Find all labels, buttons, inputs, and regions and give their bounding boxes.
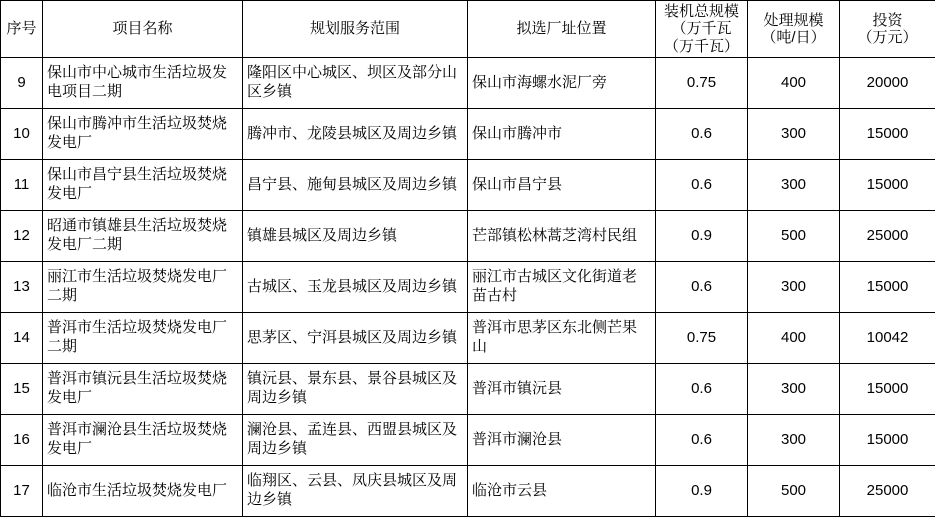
cell-project-name: 普洱市镇沅县生活垃圾焚烧发电厂 (43, 364, 243, 415)
cell-site-location: 芒部镇松林蒿芝湾村民组 (468, 211, 656, 262)
capacity-header-line1: 装机总规模 (663, 3, 739, 21)
cell-capacity: 0.6 (656, 364, 748, 415)
cell-index: 9 (1, 58, 43, 109)
cell-treatment: 300 (748, 415, 840, 466)
table-row (1, 313, 935, 364)
cell-site-location: 普洱市镇沅县 (468, 364, 656, 415)
cell-site-location: 临沧市云县 (468, 466, 656, 517)
table-header (1, 1, 935, 58)
cell-capacity: 0.6 (656, 415, 748, 466)
cell-investment: 15000 (840, 160, 935, 211)
cell-site-location: 普洱市澜沧县 (468, 415, 656, 466)
table-row (1, 466, 935, 517)
capacity-header-line3: （万千瓦） (663, 37, 739, 55)
table-row (1, 109, 935, 160)
cell-capacity: 0.75 (656, 58, 748, 109)
cell-site-location: 普洱市思茅区东北侧芒果山 (468, 313, 656, 364)
table-row (1, 58, 935, 109)
cell-index: 16 (1, 415, 43, 466)
cell-investment: 15000 (840, 415, 935, 466)
cell-index: 11 (1, 160, 43, 211)
treatment-header-line1: 处理规模 (763, 11, 824, 29)
cell-treatment: 400 (748, 58, 840, 109)
cell-service-scope: 镇雄县城区及周边乡镇 (243, 211, 468, 262)
cell-service-scope: 古城区、玉龙县城区及周边乡镇 (243, 262, 468, 313)
cell-service-scope: 昌宁县、施甸县城区及周边乡镇 (243, 160, 468, 211)
table-row (1, 364, 935, 415)
cell-investment: 25000 (840, 466, 935, 517)
table-row (1, 160, 935, 211)
cell-index: 14 (1, 313, 43, 364)
cell-investment: 15000 (840, 364, 935, 415)
cell-capacity: 0.75 (656, 313, 748, 364)
cell-project-name: 保山市昌宁县生活垃圾焚烧发电厂 (43, 160, 243, 211)
cell-site-location: 保山市腾冲市 (468, 109, 656, 160)
cell-investment: 20000 (840, 58, 935, 109)
investment-header-line1: 投资 (872, 11, 903, 29)
cell-index: 12 (1, 211, 43, 262)
cell-index: 15 (1, 364, 43, 415)
cell-index: 13 (1, 262, 43, 313)
investment-header-line2: （万元） (857, 29, 918, 46)
cell-capacity: 0.6 (656, 262, 748, 313)
cell-project-name: 昭通市镇雄县生活垃圾焚烧发电厂二期 (43, 211, 243, 262)
cell-treatment: 300 (748, 364, 840, 415)
table-header-row (1, 1, 935, 58)
cell-treatment: 500 (748, 211, 840, 262)
cell-index: 10 (1, 109, 43, 160)
cell-project-name: 普洱市澜沧县生活垃圾焚烧发电厂 (43, 415, 243, 466)
cell-investment: 25000 (840, 211, 935, 262)
column-header-service-scope: 规划服务范围 (243, 1, 468, 58)
cell-site-location: 丽江市古城区文化街道老苗古村 (468, 262, 656, 313)
table-row (1, 415, 935, 466)
treatment-header-line2: （吨/日） (761, 29, 826, 46)
column-header-investment (840, 1, 935, 58)
cell-site-location: 保山市昌宁县 (468, 160, 656, 211)
cell-capacity: 0.9 (656, 466, 748, 517)
cell-treatment: 400 (748, 313, 840, 364)
column-header-treatment (748, 1, 840, 58)
capacity-header-line2: （万千瓦 (671, 20, 732, 38)
table-body (1, 58, 935, 517)
table-row (1, 262, 935, 313)
cell-service-scope: 临翔区、云县、凤庆县城区及周边乡镇 (243, 466, 468, 517)
cell-service-scope: 澜沧县、孟连县、西盟县城区及周边乡镇 (243, 415, 468, 466)
cell-capacity: 0.6 (656, 160, 748, 211)
column-header-site-location: 拟选厂址位置 (468, 1, 656, 58)
column-header-capacity (656, 1, 748, 58)
cell-service-scope: 思茅区、宁洱县城区及周边乡镇 (243, 313, 468, 364)
cell-project-name: 保山市腾冲市生活垃圾焚烧发电厂 (43, 109, 243, 160)
cell-service-scope: 腾冲市、龙陵县城区及周边乡镇 (243, 109, 468, 160)
cell-capacity: 0.6 (656, 109, 748, 160)
cell-investment: 10042 (840, 313, 935, 364)
cell-project-name: 临沧市生活垃圾焚烧发电厂 (43, 466, 243, 517)
cell-treatment: 300 (748, 109, 840, 160)
cell-investment: 15000 (840, 262, 935, 313)
cell-service-scope: 隆阳区中心城区、坝区及部分山区乡镇 (243, 58, 468, 109)
cell-project-name: 普洱市生活垃圾焚烧发电厂二期 (43, 313, 243, 364)
column-header-project-name: 项目名称 (43, 1, 243, 58)
column-header-index: 序号 (1, 1, 43, 58)
cell-treatment: 300 (748, 262, 840, 313)
cell-project-name: 丽江市生活垃圾焚烧发电厂二期 (43, 262, 243, 313)
table-row (1, 211, 935, 262)
cell-treatment: 500 (748, 466, 840, 517)
cell-service-scope: 镇沅县、景东县、景谷县城区及周边乡镇 (243, 364, 468, 415)
cell-investment: 15000 (840, 109, 935, 160)
cell-treatment: 300 (748, 160, 840, 211)
cell-capacity: 0.9 (656, 211, 748, 262)
cell-index: 17 (1, 466, 43, 517)
cell-site-location: 保山市海螺水泥厂旁 (468, 58, 656, 109)
cell-project-name: 保山市中心城市生活垃圾发电项目二期 (43, 58, 243, 109)
